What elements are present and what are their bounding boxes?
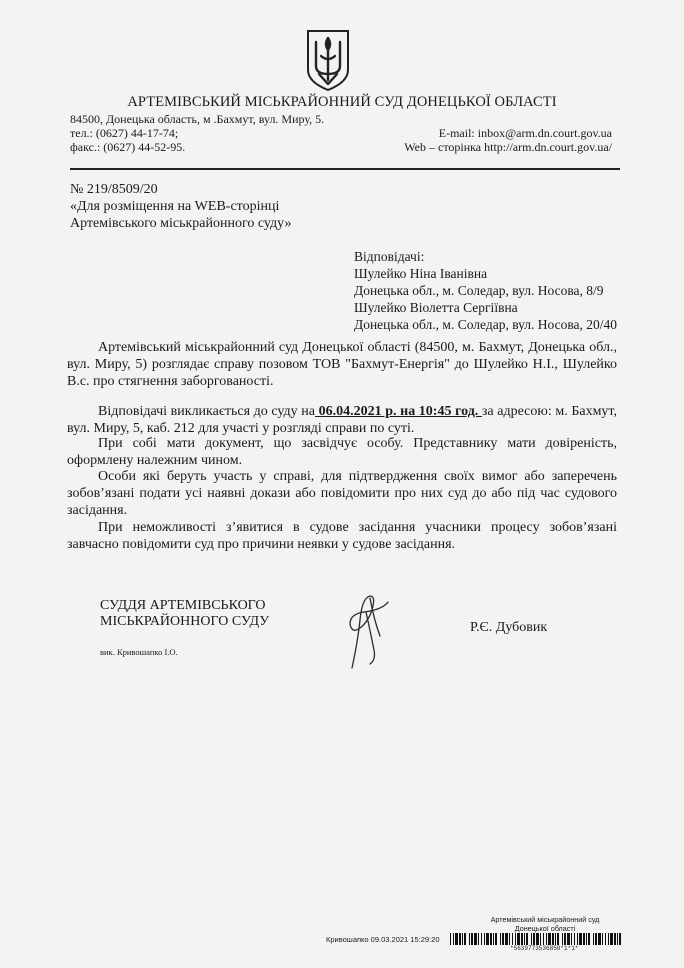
barcode-bar [608,933,609,945]
barcode-bar [505,933,508,945]
barcode-bar [598,933,601,945]
publication-note-line-1: «Для розміщення на WEB-сторінці [70,199,280,214]
judge-title [100,598,269,630]
case-reference [70,181,291,232]
barcode-bar [593,933,594,945]
barcode-bar [531,933,532,945]
barcode-bar [495,933,497,945]
barcode-bar [481,933,482,945]
barcode-bar [588,933,590,945]
judge-name: Р.Є. Дубовик [470,620,548,635]
barcode-bar [469,933,470,945]
addressee-line: Донецька обл., м. Соледар, вул. Носова, 20/40 [354,317,618,332]
court-phone: тел.: (0627) 44-17-74; [70,126,179,140]
barcode-bar [464,933,466,945]
court-fax: факс.: (0627) 44-52-95. [70,140,186,154]
court-name: АРТЕМІВСЬКИЙ МІСЬКРАЙОННИЙ СУД ДОНЕЦЬКОЇ ОБЛАСТІ [127,94,557,110]
judge-title-line-1: СУДДЯ АРТЕМІВСЬКОГО [100,598,266,613]
summons-text: Відповідачі викликається до суду на [98,404,315,419]
barcode-bar [617,933,618,945]
barcode-bar [502,933,504,945]
barcode-bar [586,933,587,945]
hearing-date: 06.04.2021 р. на 10:45 год. [314,404,482,419]
barcode-bar [574,933,575,945]
publication-note-line-2: Артемівського міськрайонного суду» [70,216,292,231]
barcode-bar [555,933,556,945]
trident-emblem-icon [303,28,353,92]
court-website: Web – сторінка http://arm.dn.court.gov.ua/ [404,140,612,154]
barcode-icon [450,933,622,945]
court-email: E-mail: inbox@arm.dn.court.gov.ua [438,126,612,140]
barcode-bar [577,933,578,945]
barcode-bar [605,933,606,945]
barcode-bar [455,933,458,945]
barcode-bar [459,933,461,945]
barcode-bar [524,933,525,945]
barcode-bar [557,933,559,945]
barcode-bar [595,933,597,945]
barcode-bar [540,933,541,945]
barcode-bar [474,933,477,945]
addressee-line: Шулейко Ніна Іванівна [354,266,488,281]
addressee-line: Донецька обл., м. Соледар, вул. Носова, 8/9 [354,283,604,298]
barcode-bar [512,933,513,945]
barcode-number: *5639773536858*1*1* [510,945,579,952]
paragraph-case-description: Артемівський міськрайонний суд Донецької області (84500, м. Бахмут, Донецька обл., вул. Миру, 5) розглядає справу позовом ТОВ "Бахмут-Енергія" до Шулейко Н.І., Шулейко В.с. про стягнення заборгованості. [67,340,617,389]
addressee-label: Відповідачі: [354,249,425,264]
court-online-contacts [404,126,612,154]
barcode-bar [493,933,494,945]
header-divider [70,168,620,170]
stamp-user-datetime: Кривошапко 09.03.2021 15:29:20 [326,935,440,944]
paragraph-documents: При собі мати документ, що засвідчує особу. Представнику мати довіреність, оформлену належним чином. [67,436,617,468]
barcode-bar [567,933,570,945]
barcode-bar [548,933,551,945]
summons-address: за адресою: м. Бахмут, вул. Миру, 5, каб. 212 для участі у розгляді справи по суті. [67,404,618,436]
barcode-bar [610,933,613,945]
paragraph-evidence: Особи які беруть участь у справі, для підтвердження своїх вимог або заперечень зобов’язані подати усі наявні докази або повідомити про них суд до або під час судового засідання. [67,469,617,518]
barcode-bar [602,933,603,945]
barcode-bar [579,933,582,945]
barcode-bar [614,933,616,945]
case-number: № 219/8509/20 [70,182,158,197]
barcode-bar [536,933,539,945]
barcode-bar [543,933,544,945]
executor-note: вик. Кривошапко І.О. [100,647,178,657]
addressee-block [354,248,617,333]
addressee-line: Шулейко Віолетта Сергіївна [354,300,518,315]
barcode-bar [517,933,520,945]
barcode-bar [490,933,492,945]
barcode-bar [450,933,451,945]
barcode-bar [515,933,516,945]
barcode-bar [583,933,585,945]
barcode-bar [552,933,554,945]
barcode-bar [562,933,563,945]
stamp-court-line-1: Артемівський міськрайонний суд [490,915,600,924]
barcode-bar [571,933,572,945]
judge-title-line-2: МІСЬКРАЙОННОГО СУДУ [100,614,270,629]
barcode-bar [484,933,485,945]
stamp-court-line-2: Донецької області [514,923,576,933]
barcode-bar [462,933,463,945]
barcode-bar [619,933,621,945]
handwritten-signature-icon [330,590,400,670]
barcode-bar [509,933,510,945]
court-address: 84500, Донецька область, м .Бахмут, вул. Миру, 5. [70,112,325,126]
barcode-bar [500,933,501,945]
barcode-bar [486,933,489,945]
barcode-bar [526,933,528,945]
barcode-bar [453,933,454,945]
paragraph-summons [67,403,617,437]
barcode-bar [521,933,523,945]
barcode-bar [546,933,547,945]
barcode-bar [564,933,566,945]
barcode-bar [533,933,535,945]
court-contacts [70,112,324,154]
paragraph-absence-notice: При неможливості з’явитися в судове засідання учасники процесу зобов’язані завчасно повідомити суд про причини неявки у судове засідання. [67,520,617,552]
barcode-bar [478,933,479,945]
barcode-bar [471,933,473,945]
electronic-stamp-court [440,916,650,933]
